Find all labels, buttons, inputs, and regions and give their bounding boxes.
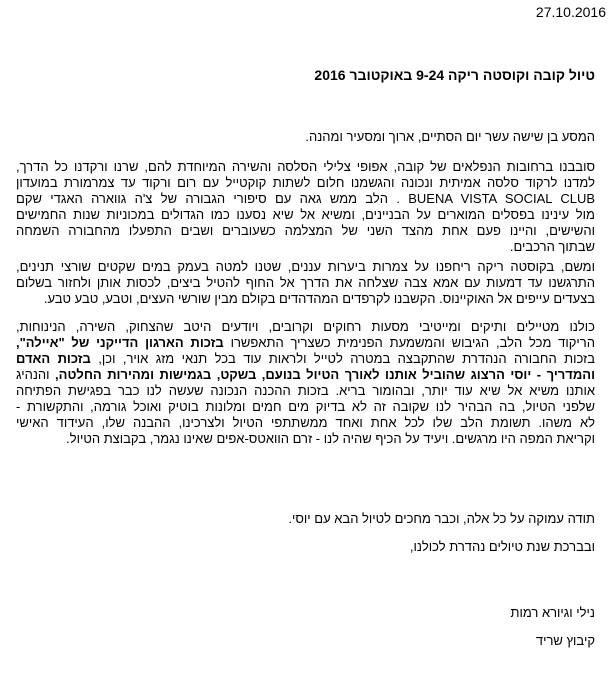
paragraph-line — [16, 335, 595, 351]
paragraph-line: בצעדים עייפים אל האוקיינוס. הקשבנו לקרפדים המהדהדים בקולם מבין שורשי העצים, וטבע, טבע טבע. — [43, 291, 595, 306]
bold-text: בזכות הארגון הדייקני של "איילה", — [16, 335, 224, 350]
paragraph-line: BUENA VISTA SOCIAL CLUB . הלב ממש גאה עם סיפורי הגבורה של צ'ה גווארה האגדי שקם — [16, 191, 596, 206]
paragraph-line: ומשם, בקוסטה ריקה ריחפנו על צמרות ביערות עננים, שטנו למטה בעמק במים שקטים שורצי תנינים, — [16, 259, 595, 274]
signature-place: קיבוץ שריד — [535, 633, 595, 648]
paragraph-line: שבתוך הרכבים. — [509, 239, 595, 254]
paragraph-costa-rica — [16, 259, 595, 307]
paragraph-intro — [16, 129, 595, 145]
paragraph-line: לא משהו. תשומת הלב שלו לכל אחת ואחד ממשתתפי הטיול ולצרכינו, ההבנה שלו, העידוד האישי — [16, 415, 595, 430]
paragraph-line: אותנו משיא אל שיא עוד יותר, ובהומור בריא. בזכות ההכנה הנכונה שעשה לנו כבר בפגישת הפתיחה — [16, 383, 595, 398]
bold-text: בזכות האדם — [16, 351, 91, 366]
paragraph-line: וקריאת המפה היו מרגשים. ויעיד על הכיף שהיה לנו - זרם הוואטס-אפים שאינו נגמר, בקבוצת הטיול. — [66, 431, 595, 446]
letter-title: טיול קובה וקוסטה ריקה 9-24 באוקטובר 2016 — [314, 67, 595, 83]
paragraph-line: תודה עמוקה על כל אלה, וכבר מחכים לטיול הבא עם יוסי. — [288, 511, 595, 526]
paragraph-line: המסע בן שישה עשר יום הסתיים, ארוך ומסעיר ומהנה. — [305, 129, 595, 144]
paragraph-line: סובבנו ברחובות הנפלאים של קובה, אפופי צלילי הסלסה והשירה המיוחדת להם, שרנו ורקדנו כל הדרך, — [16, 159, 595, 174]
paragraph-line: מול עינינו בפסלים המוארים על הבניינים, ומשיא אל שיא נסענו כמו הגדולים במכוניות שנות החמישים — [16, 207, 595, 222]
paragraph-line: ובברכת שנת טיולים נהדרת לכולנו, — [409, 539, 595, 554]
paragraph-line — [16, 351, 595, 367]
paragraph-cuba — [16, 159, 595, 255]
paragraph-line: למדנו לרקוד סלסה אמיתית ונכונה והגשמנו חלום לשתות קוקטייל עם רום ורקוד עד צמרמורת במועדון — [16, 175, 595, 190]
paragraph-line: התרגשנו עד דמעות עם אמא צבה שצלחה את הדרך אל החוף להטיל ביצים, לכסות אותן ולחזור בשלום — [16, 275, 595, 290]
signature-names: נילי וגיורא רמות — [510, 605, 595, 620]
paragraph-blessing — [16, 539, 595, 555]
text-run: והנהיג — [16, 367, 56, 382]
paragraph-thanks-guide — [16, 319, 595, 447]
paragraph-gratitude — [16, 511, 595, 527]
letter-date: 27.10.2016 — [535, 4, 606, 20]
paragraph-line — [16, 367, 595, 383]
text-run: הריקוד מכל הלב, הגיבוש והמשמעת הפנימית כשצריך התאפשרו — [223, 335, 595, 350]
paragraph-line: והשישים, והיינו פעם אחת מהצד השני של המצלמה כשעוברים ושבים התפעלו מהחבורה השמחה — [16, 223, 595, 238]
bold-text: והמדריך - יוסי הרצוג שהוביל אותנו לאורך הטיול בנועם, בשקט, בגמישות ומהירות החלטה, — [55, 367, 596, 382]
text-run: בזכות החבורה הנהדרת שהתקבצה במטרה לטייל ולראות עוד בכל תנאי מזג אויר, וכן, — [90, 351, 596, 366]
paragraph-line: כולנו מטיילים ותיקים ומייטיבי מסעות רחוקים וקרובים, ויודעים היטב שהצחוק, השירה, הנינוחות, — [16, 319, 595, 334]
paragraph-line: שלפני הטיול, בה הבהיר לנו שקובה זה לא בדיוק מים חמים ומלונות בוטיק ואוכל גורמה, והתקשורת - — [16, 399, 595, 414]
